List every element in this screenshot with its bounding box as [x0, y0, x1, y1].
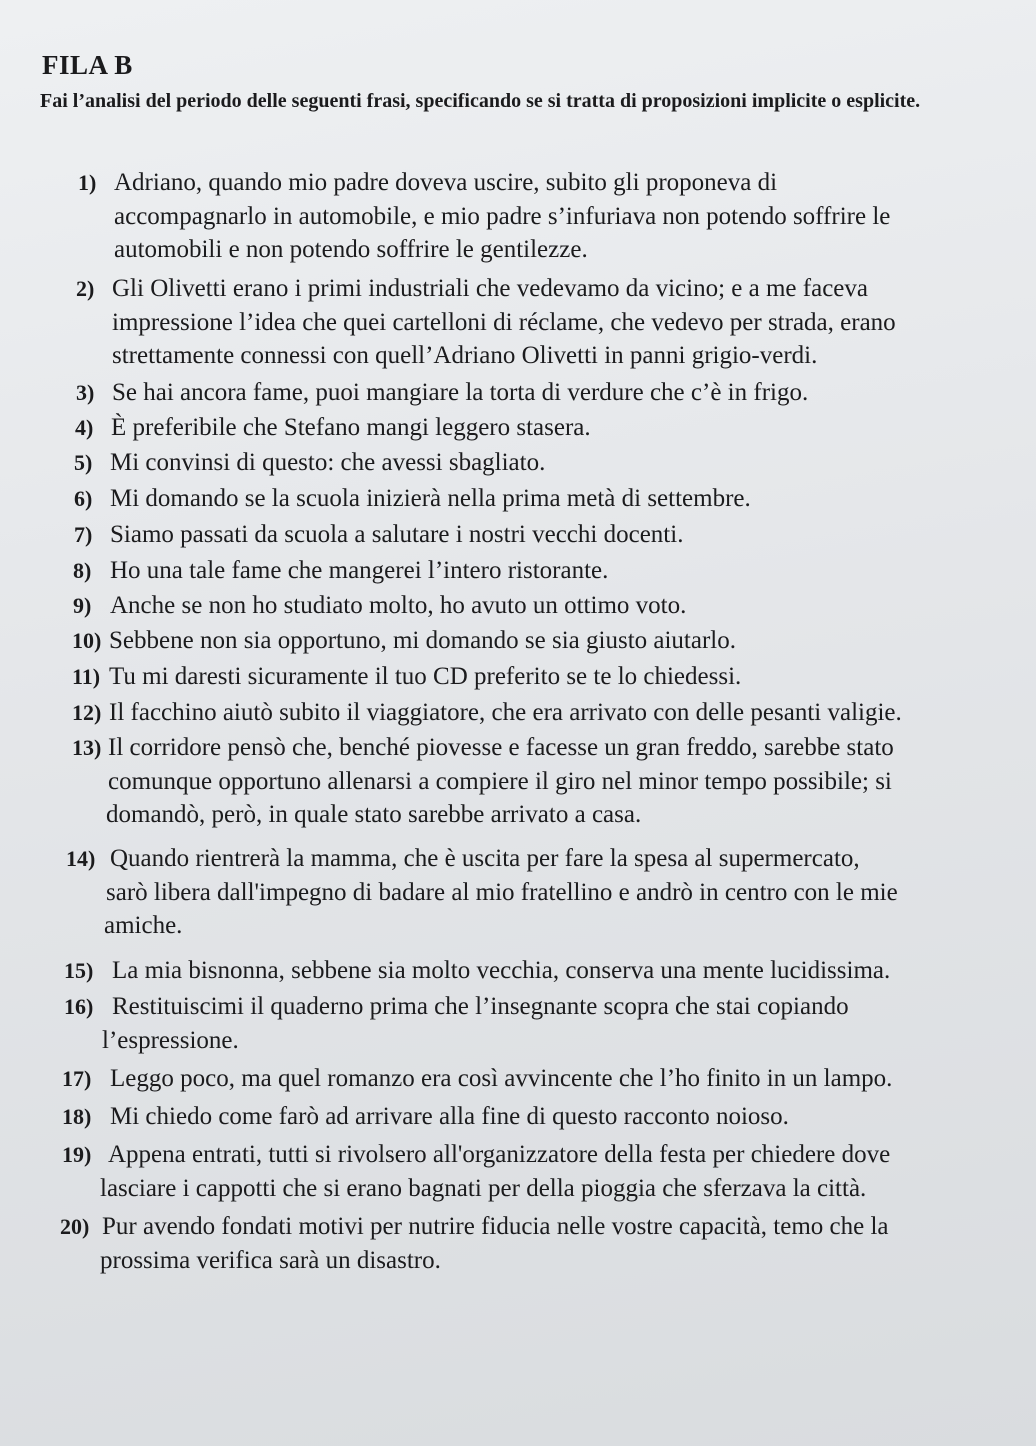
item-line: Tu mi daresti sicuramente il tuo CD preferito se te lo chiedessi. — [109, 663, 742, 690]
item-line: Anche se non ho studiato molto, ho avuto un ottimo voto. — [110, 592, 687, 619]
item-line: Se hai ancora fame, puoi mangiare la torta di verdure che c’è in frigo. — [112, 379, 809, 406]
item-line: Siamo passati da scuola a salutare i nostri vecchi docenti. — [110, 521, 684, 548]
item-line: Ho una tale fame che mangerei l’intero ristorante. — [110, 557, 609, 584]
item-number: 9) — [73, 593, 92, 618]
exercise-item-7 — [74, 518, 684, 552]
item-number: 8) — [73, 558, 92, 583]
exercise-item-8 — [73, 554, 609, 588]
item-line: amiche. — [104, 912, 183, 939]
exercise-item-10 — [72, 624, 736, 658]
item-number: 10) — [72, 628, 102, 653]
sheet-title: FILA B — [42, 50, 133, 80]
item-line: strettamente connessi con quell’Adriano Olivetti in panni grigio-verdi. — [112, 342, 818, 369]
item-line: Quando rientrerà la mamma, che è uscita per fare la spesa al supermercato, — [110, 845, 860, 872]
item-number: 5) — [74, 450, 93, 475]
item-line: Mi convinsi di questo: che avessi sbagliato. — [110, 449, 546, 476]
item-line: sarò libera dall'impegno di badare al mio fratellino e andrò in centro con le mie — [106, 878, 898, 906]
exercise-item-4 — [75, 411, 591, 445]
item-number: 7) — [74, 522, 93, 547]
item-number: 4) — [75, 415, 94, 440]
item-line: prossima verifica sarà un disastro. — [100, 1246, 441, 1274]
item-line: Il corridore pensò che, benché piovesse e facesse un gran freddo, sarebbe stato — [108, 734, 894, 761]
exercise-item-20 — [60, 1210, 889, 1277]
item-line: Leggo poco, ma quel romanzo era così avvincente che l’ho finito in un lampo. — [110, 1065, 893, 1092]
instructions: Fai l’analisi del periodo delle seguenti frasi, specificando se si tratta di proposizioni implicite o esplicite. — [40, 90, 921, 112]
exercise-item-6 — [74, 482, 751, 516]
item-line: Mi domando se la scuola inizierà nella prima metà di settembre. — [110, 485, 751, 512]
item-number: 15) — [64, 958, 94, 983]
exercise-item-15 — [64, 954, 891, 988]
item-line: La mia bisnonna, sebbene sia molto vecchia, conserva una mente lucidissima. — [112, 957, 891, 984]
item-line: accompagnarlo in automobile, e mio padre s’infuriava non potendo soffrire le — [114, 202, 891, 230]
exercise-item-5 — [74, 446, 546, 480]
item-number: 2) — [76, 276, 95, 301]
item-line: Gli Olivetti erano i primi industriali che vedevamo da vicino; e a me faceva — [112, 275, 868, 302]
exercise-item-3 — [76, 376, 809, 410]
item-line: comunque opportuno allenarsi a compiere il giro nel minor tempo possibile; si — [108, 767, 892, 795]
item-number: 19) — [62, 1142, 92, 1167]
item-line: impressione l’idea che quei cartelloni di réclame, che vedevo per strada, erano — [112, 308, 896, 336]
item-line: domandò, però, in quale stato sarebbe arrivato a casa. — [106, 801, 642, 828]
exercise-item-1 — [78, 166, 891, 267]
exercise-item-12 — [72, 696, 902, 730]
item-number: 11) — [72, 664, 101, 689]
item-number: 20) — [60, 1214, 90, 1239]
item-line: Sebbene non sia opportuno, mi domando se sia giusto aiutarlo. — [109, 627, 736, 654]
exercise-item-19 — [62, 1138, 891, 1205]
exercise-item-18 — [62, 1100, 789, 1134]
item-line: Adriano, quando mio padre doveva uscire, subito gli proponeva di — [114, 169, 778, 196]
item-number: 13) — [72, 735, 102, 760]
item-line: Appena entrati, tutti si rivolsero all'organizzatore della festa per chiedere dove — [108, 1141, 891, 1168]
exercise-item-2 — [76, 272, 896, 373]
item-number: 17) — [62, 1066, 92, 1091]
item-line: Mi chiedo come farò ad arrivare alla fine di questo racconto noioso. — [110, 1103, 789, 1130]
item-line: Restituiscimi il quaderno prima che l’insegnante scopra che stai copiando — [112, 993, 849, 1020]
item-line: automobili e non potendo soffrire le gentilezze. — [114, 236, 588, 263]
item-line: l’espressione. — [102, 1026, 239, 1054]
exercise-item-13 — [72, 731, 894, 832]
item-number: 3) — [76, 380, 95, 405]
item-number: 16) — [64, 994, 94, 1019]
exercise-item-9 — [73, 589, 687, 623]
item-line: Pur avendo fondati motivi per nutrire fiducia nelle vostre capacità, temo che la — [102, 1213, 889, 1240]
item-number: 14) — [66, 846, 96, 871]
item-number: 12) — [72, 700, 102, 725]
item-number: 1) — [78, 170, 97, 195]
exercise-item-11 — [72, 660, 742, 694]
exercise-item-14 — [66, 842, 898, 943]
exercise-item-16 — [64, 990, 849, 1057]
exercise-item-17 — [62, 1062, 893, 1096]
item-number: 18) — [62, 1104, 92, 1129]
item-number: 6) — [74, 486, 93, 511]
item-line: lasciare i cappotti che si erano bagnati per della pioggia che sferzava la città. — [100, 1174, 867, 1202]
item-line: È preferibile che Stefano mangi leggero stasera. — [111, 414, 591, 441]
item-line: Il facchino aiutò subito il viaggiatore, che era arrivato con delle pesanti valigie. — [109, 699, 902, 726]
